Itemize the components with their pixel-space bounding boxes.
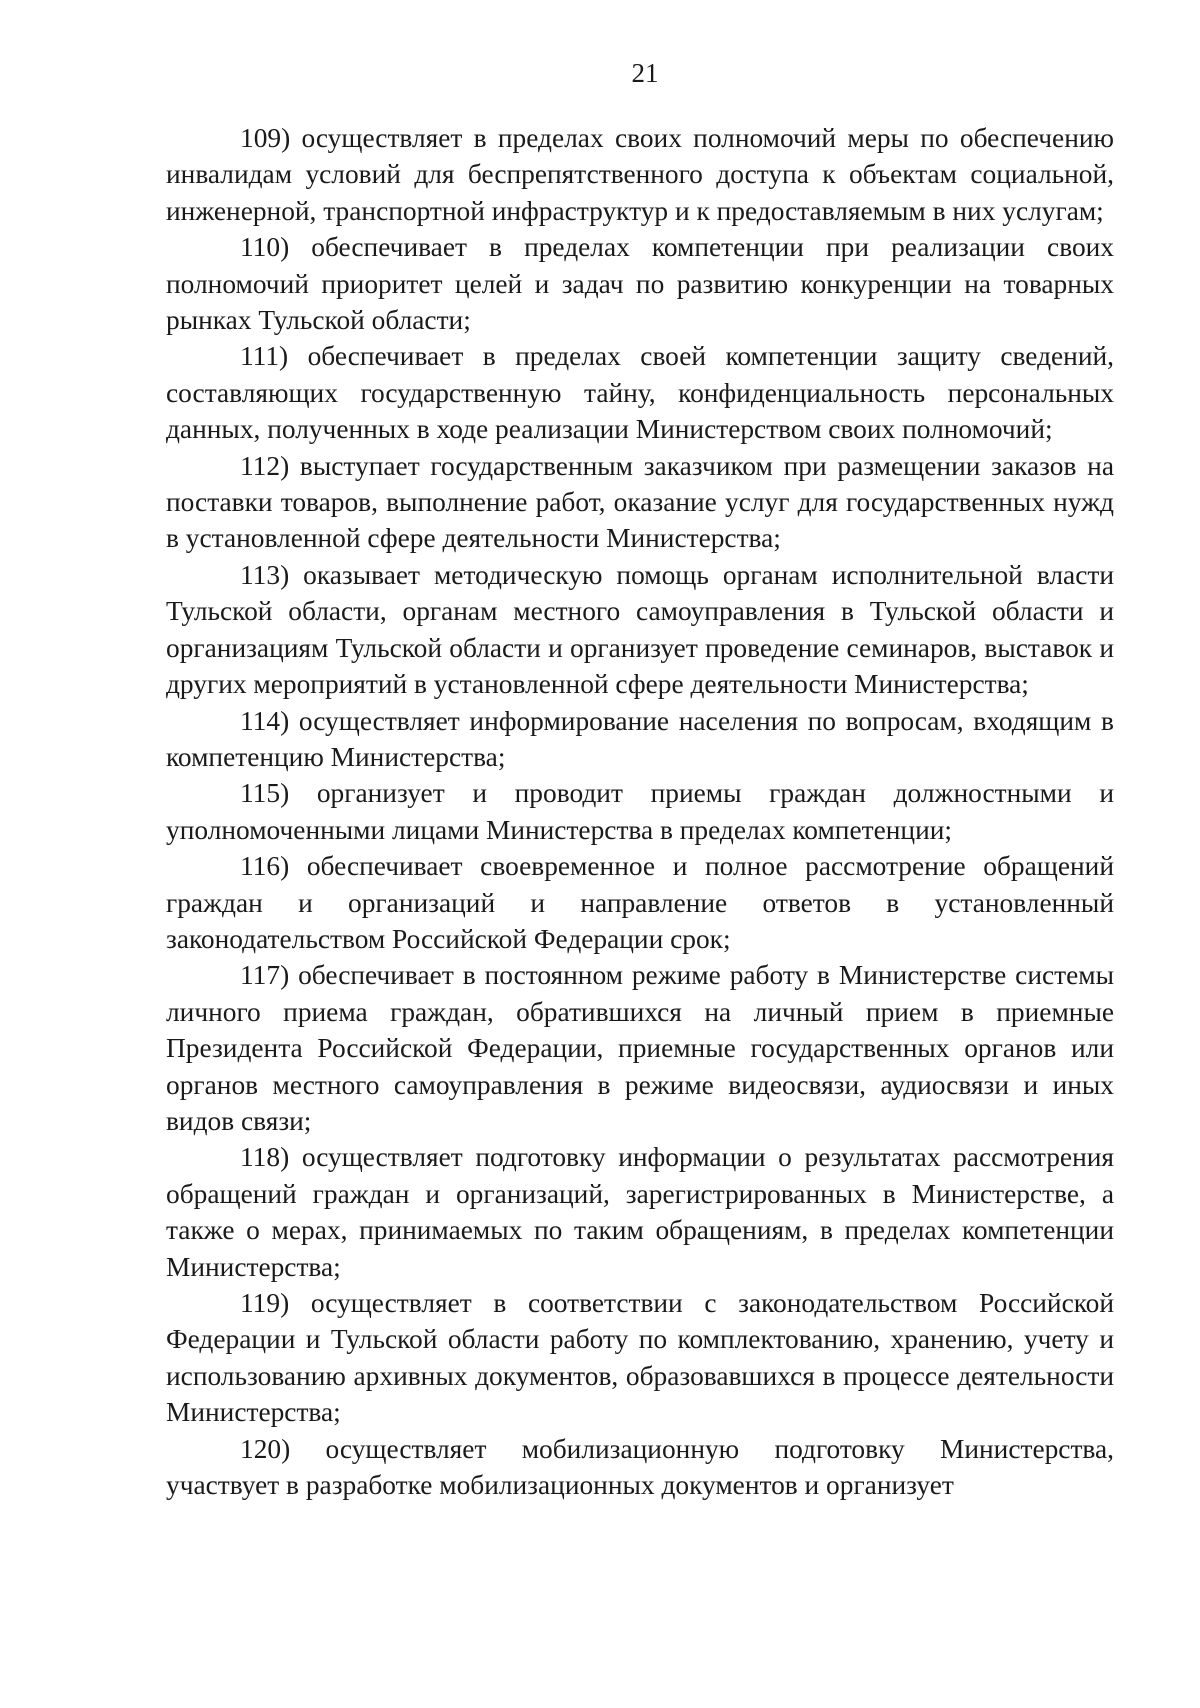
document-body: [166, 120, 1114, 1503]
paragraph-111: 111) обеспечивает в пределах своей компетенции защиту сведений, составляющих государственную тайну, конфиденциальность персональных данных, полученных в ходе реализации Министерством своих полномочий;: [166, 341, 1114, 445]
paragraph-118: 118) осуществляет подготовку информации о результатах рассмотрения обращений граждан и организаций, зарегистрированных в Министерстве, а также о мерах, принимаемых по таким обращениям, в пределах компетенции Министерства;: [166, 1142, 1114, 1282]
paragraph-109: 109) осуществляет в пределах своих полномочий меры по обеспечению инвалидам условий для беспрепятственного доступа к объектам социальной, инженерной, транспортной инфраструктур и к предоставляемым в них услугам;: [166, 123, 1114, 226]
paragraph-120: 120) осуществляет мобилизационную подготовку Министерства, участвует в разработке мобилизационных документов и организует: [166, 1433, 1114, 1501]
paragraph-115: 115) организует и проводит приемы граждан должностными и уполномоченными лицами Министерства в пределах компетенции;: [166, 778, 1114, 845]
paragraph-113: 113) оказывает методическую помощь органам исполнительной власти Тульской области, органам местного самоуправления в Тульской области и организациям Тульской области и организует проведение семинаров, выставок и других мероприятий в установленной сфере деятельности Министерства;: [166, 559, 1114, 700]
page-number: 21: [631, 58, 659, 88]
paragraph-112: 112) выступает государственным заказчиком при размещении заказов на поставки товаров, выполнение работ, оказание услуг для государственных нужд в установленной сфере деятельности Министерства;: [166, 450, 1114, 554]
paragraph-114: 114) осуществляет информирование населения по вопросам, входящим в компетенцию Министерства;: [166, 705, 1114, 772]
paragraph-116: 116) обеспечивает своевременное и полное рассмотрение обращений граждан и организаций и направление ответов в установленный законодательством Российской Федерации срок;: [166, 851, 1114, 954]
paragraph-119: 119) осуществляет в соответствии с законодательством Российской Федерации и Тульской области работу по комплектованию, хранению, учету и использованию архивных документов, образовавшихся в процессе деятельности Министерства;: [166, 1288, 1114, 1428]
paragraph-110: 110) обеспечивает в пределах компетенции при реализации своих полномочий приоритет целей и задач по развитию конкуренции на товарных рынках Тульской области;: [166, 232, 1114, 336]
paragraph-117: 117) обеспечивает в постоянном режиме работу в Министерстве системы личного приема граждан, обратившихся на личный прием в приемные Президента Российской Федерации, приемные государственных органов или органов местного самоуправления в режиме видеосвязи, аудиосвязи и иных видов связи;: [166, 960, 1114, 1136]
